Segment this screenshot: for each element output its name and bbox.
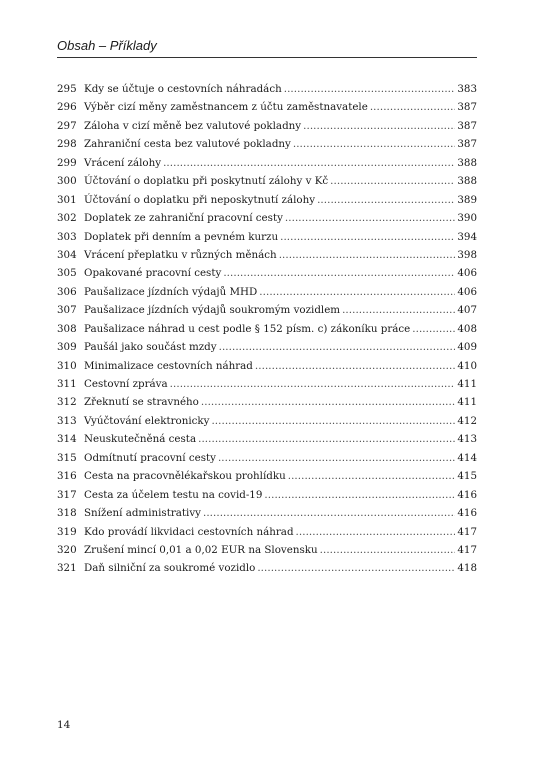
toc-entry-page: 411 xyxy=(457,396,477,409)
toc-entry xyxy=(57,338,477,356)
dot-leader xyxy=(264,486,455,504)
toc-entry xyxy=(57,264,477,282)
toc-entry-page: 417 xyxy=(457,525,477,538)
toc-entry xyxy=(57,135,477,153)
toc-entry-title: Cesta za účelem testu na covid-19 xyxy=(84,488,263,501)
toc-entry xyxy=(57,486,477,504)
dot-leader xyxy=(203,504,455,522)
toc-entry-page: 388 xyxy=(457,156,477,169)
toc-entry xyxy=(57,191,477,209)
toc-entry-number: 295 xyxy=(57,83,77,95)
toc-entry-page: 389 xyxy=(457,193,477,206)
dot-leader xyxy=(280,228,455,246)
dot-leader xyxy=(342,301,455,319)
toc-entry-number: 310 xyxy=(57,359,77,372)
toc-entry-page: 413 xyxy=(457,433,477,446)
toc-entry xyxy=(57,228,477,246)
toc-entry-page: 416 xyxy=(457,488,477,501)
toc-entry-title: Paušalizace náhrad u cest podle § 152 písm. c) zákoníku práce xyxy=(84,322,411,335)
page-number: 14 xyxy=(57,719,71,731)
toc-entry-title: Vrácení přeplatku v různých měnách xyxy=(84,248,277,261)
toc-entry-page: 411 xyxy=(457,378,477,390)
toc-entry-page: 415 xyxy=(457,470,477,483)
dot-leader xyxy=(218,449,455,467)
toc-entry-title: Opakované pracovní cesty xyxy=(84,267,222,280)
toc-entry xyxy=(57,393,477,411)
toc-entry-number: 312 xyxy=(57,396,77,409)
dot-leader xyxy=(201,393,455,411)
toc-entry-page: 398 xyxy=(457,248,477,261)
toc-entry-page: 388 xyxy=(457,175,477,188)
toc-entry-page: 406 xyxy=(457,285,477,298)
toc-entry-title: Doplatek při denním a pevném kurzu xyxy=(84,230,279,243)
toc-entry-title: Účtování o doplatku při poskytnutí zálohy v Kč xyxy=(84,175,329,188)
toc-entry-number: 308 xyxy=(57,322,77,335)
toc-entry-number: 320 xyxy=(57,543,77,556)
toc-entry-page: 414 xyxy=(457,451,477,464)
toc-entry-title: Snížení administrativy xyxy=(84,507,201,520)
toc-entry-number: 302 xyxy=(57,212,77,225)
toc-entry-title: Paušál jako součást mzdy xyxy=(84,341,217,354)
toc-entry-number: 305 xyxy=(57,267,77,280)
toc-entry-title: Kdo provádí likvidaci cestovních náhrad xyxy=(84,525,294,538)
toc-entry xyxy=(57,283,477,301)
toc-entry xyxy=(57,541,477,559)
toc-entry-page: 407 xyxy=(457,304,477,317)
toc-entry xyxy=(57,559,477,577)
toc-entry-number: 301 xyxy=(57,193,77,206)
dot-leader xyxy=(219,338,456,356)
dot-leader xyxy=(370,98,456,116)
toc-entry-page: 383 xyxy=(457,83,477,95)
toc-entry xyxy=(57,301,477,319)
toc-entry-number: 299 xyxy=(57,156,77,169)
dot-leader xyxy=(170,375,456,393)
toc-entry xyxy=(57,449,477,467)
dot-leader xyxy=(412,320,455,338)
toc-entry-title: Paušalizace jízdních výdajů MHD xyxy=(84,285,258,298)
toc-entry-title: Zahraniční cesta bez valutové pokladny xyxy=(84,138,291,151)
toc-entry-page: 387 xyxy=(457,138,477,151)
toc-entry-title: Daň silniční za soukromé vozidlo xyxy=(84,562,256,575)
toc-entry xyxy=(57,154,477,172)
toc-entry-number: 313 xyxy=(57,414,77,427)
toc-entry-number: 311 xyxy=(57,378,77,390)
toc-entry-page: 408 xyxy=(457,322,477,335)
toc-entry-page: 387 xyxy=(457,101,477,114)
toc-entry-page: 390 xyxy=(457,212,477,225)
toc-entry xyxy=(57,430,477,448)
toc-entry xyxy=(57,523,477,541)
toc-entry-title: Neuskutečněná cesta xyxy=(84,433,197,446)
toc-entry-title: Cesta na pracovnělékařskou prohlídku xyxy=(84,470,286,483)
dot-leader xyxy=(285,209,455,227)
toc-entry-number: 309 xyxy=(57,341,77,354)
toc-entry xyxy=(57,98,477,116)
toc-entry-page: 394 xyxy=(457,230,477,243)
toc-entry-number: 307 xyxy=(57,304,77,317)
toc-entry-title: Minimalizace cestovních náhrad xyxy=(84,359,253,372)
toc-entry xyxy=(57,209,477,227)
toc-entry-number: 314 xyxy=(57,433,77,446)
toc-entry-title: Výběr cizí měny zaměstnancem z účtu zaměstnavatele xyxy=(84,101,368,114)
toc-entry xyxy=(57,246,477,264)
toc-entry-number: 319 xyxy=(57,525,77,538)
dot-leader xyxy=(223,264,455,282)
toc-entry-title: Zrušení mincí 0,01 a 0,02 EUR na Slovensku xyxy=(84,543,318,556)
toc-entry-title: Zřeknutí se stravného xyxy=(84,396,199,409)
toc-entry-title: Vrácení zálohy xyxy=(84,156,162,169)
table-of-contents xyxy=(57,80,477,578)
toc-entry-number: 300 xyxy=(57,175,77,188)
dot-leader xyxy=(296,523,456,541)
toc-entry-number: 297 xyxy=(57,119,77,132)
toc-entry xyxy=(57,412,477,430)
dot-leader xyxy=(288,467,456,485)
toc-entry-title: Vyúčtování elektronicky xyxy=(84,414,210,427)
toc-entry-number: 296 xyxy=(57,101,77,114)
dot-leader xyxy=(163,154,455,172)
toc-entry-page: 416 xyxy=(457,507,477,520)
dot-leader xyxy=(255,357,455,375)
toc-entry-number: 304 xyxy=(57,248,77,261)
dot-leader xyxy=(330,172,455,190)
toc-entry-title: Cestovní zpráva xyxy=(84,378,168,390)
toc-entry-title: Paušalizace jízdních výdajů soukromým vozidlem xyxy=(84,304,341,317)
toc-entry-title: Odmítnutí pracovní cesty xyxy=(84,451,216,464)
dot-leader xyxy=(293,135,455,153)
dot-leader xyxy=(259,283,455,301)
toc-entry-page: 418 xyxy=(457,562,477,575)
dot-leader xyxy=(198,430,455,448)
toc-entry-title: Kdy se účtuje o cestovních náhradách xyxy=(84,83,282,95)
toc-entry-number: 316 xyxy=(57,470,77,483)
toc-entry-number: 317 xyxy=(57,488,77,501)
toc-entry xyxy=(57,504,477,522)
dot-leader xyxy=(303,117,455,135)
dot-leader xyxy=(284,80,456,98)
dot-leader xyxy=(211,412,455,430)
dot-leader xyxy=(279,246,456,264)
toc-entry-number: 321 xyxy=(57,562,77,575)
toc-entry xyxy=(57,375,477,393)
toc-entry-page: 387 xyxy=(457,119,477,132)
toc-entry-page: 410 xyxy=(457,359,477,372)
dot-leader xyxy=(317,191,455,209)
header-divider xyxy=(57,57,477,58)
toc-entry-title: Záloha v cizí měně bez valutové pokladny xyxy=(84,119,302,132)
toc-entry-title: Doplatek ze zahraniční pracovní cesty xyxy=(84,212,283,225)
toc-entry-number: 298 xyxy=(57,138,77,151)
toc-entry-page: 412 xyxy=(457,414,477,427)
toc-entry xyxy=(57,172,477,190)
toc-entry-page: 406 xyxy=(457,267,477,280)
toc-entry xyxy=(57,80,477,98)
toc-entry-number: 306 xyxy=(57,285,77,298)
toc-entry-number: 303 xyxy=(57,230,77,243)
toc-entry xyxy=(57,357,477,375)
toc-entry xyxy=(57,467,477,485)
toc-entry xyxy=(57,117,477,135)
toc-entry-page: 417 xyxy=(457,543,477,556)
dot-leader xyxy=(257,559,455,577)
toc-entry-number: 315 xyxy=(57,451,77,464)
toc-entry xyxy=(57,320,477,338)
running-header: Obsah – Příklady xyxy=(57,38,157,53)
toc-entry-number: 318 xyxy=(57,507,77,520)
toc-entry-page: 409 xyxy=(457,341,477,354)
toc-entry-title: Účtování o doplatku při neposkytnutí zálohy xyxy=(84,193,316,206)
dot-leader xyxy=(320,541,456,559)
